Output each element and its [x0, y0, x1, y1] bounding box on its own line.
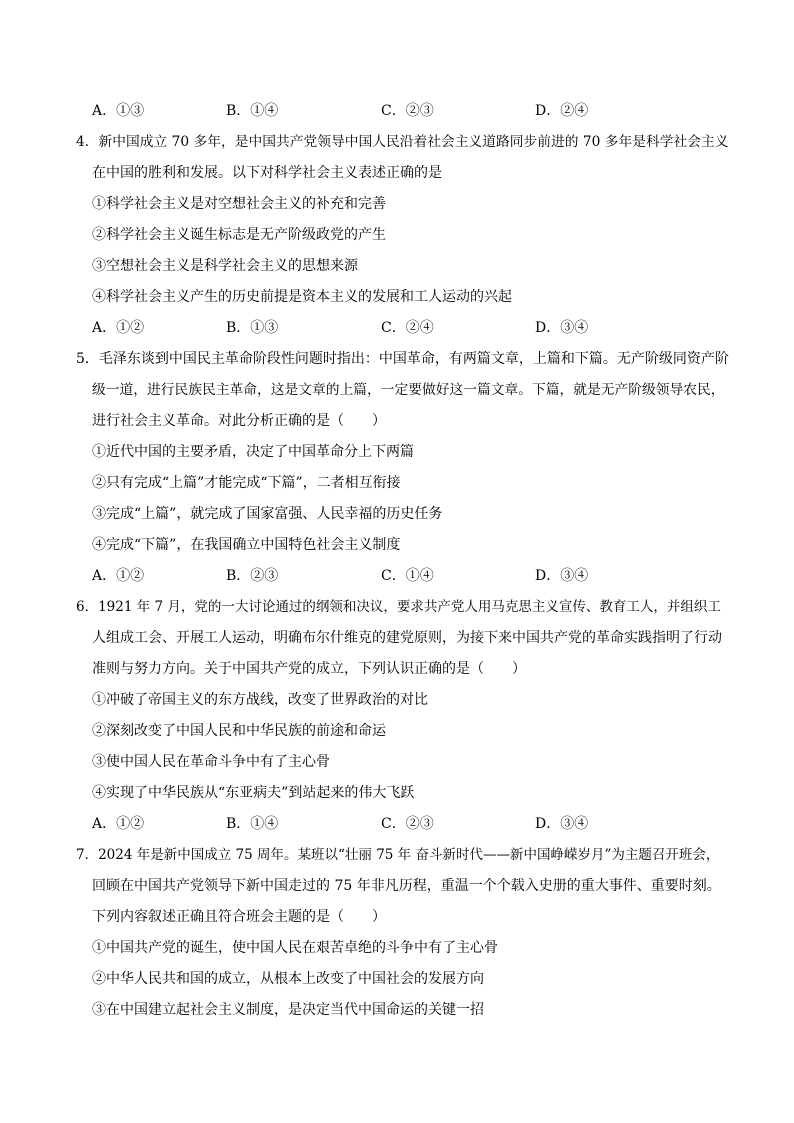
question-stem-line: 4．新中国成立 70 多年，是中国共产党领导中国人民沿着社会主义道路同步前进的 70 多年是科学社会主义 — [76, 134, 729, 150]
question-stem-line: 在中国的胜利和发展。以下对科学社会主义表述正确的是 — [92, 165, 442, 181]
statement-item: ②只有完成“上篇”才能完成“下篇”，二者相互衔接 — [92, 475, 401, 491]
question-stem-line: 下列内容叙述正确且符合班会主题的是（ ） — [92, 909, 386, 925]
question-stem-line: 进行社会主义革命。对此分析正确的是（ ） — [92, 413, 386, 429]
statement-item: ①中国共产党的诞生，使中国人民在艰苦卓绝的斗争中有了主心骨 — [92, 940, 498, 956]
option-d: D．③④ — [535, 568, 589, 584]
statement-item: ④科学社会主义产生的历史前提是资本主义的发展和工人运动的兴起 — [92, 289, 512, 305]
statement-item: ②科学社会主义诞生标志是无产阶级政党的产生 — [92, 227, 386, 243]
question-stem-line: 级一道，进行民族民主革命，这是文章的上篇，一定要做好这一篇文章。下篇，就是无产阶级领导农民， — [92, 382, 725, 398]
option-b: B．①④ — [226, 103, 279, 119]
statement-item: ③空想社会主义是科学社会主义的思想来源 — [92, 258, 358, 274]
question-stem-line: 回顾在中国共产党领导下新中国走过的 75 年非凡历程，重温一个个载入史册的重大事件、重要时刻。 — [92, 878, 721, 894]
statement-item: ①近代中国的主要矛盾，决定了中国革命分上下两篇 — [92, 444, 414, 460]
statement-item: ③在中国建立起社会主义制度，是决定当代中国命运的关键一招 — [92, 1002, 484, 1018]
statement-item: ④实现了中华民族从“东亚病夫”到站起来的伟大飞跃 — [92, 785, 415, 801]
option-c: C．②④ — [381, 320, 434, 336]
statement-item: ①科学社会主义是对空想社会主义的补充和完善 — [92, 196, 386, 212]
option-c: C．②③ — [381, 103, 434, 119]
option-b: B．①④ — [226, 816, 279, 832]
option-a: A．①② — [92, 816, 145, 832]
question-stem-line: 7．2024 年是新中国成立 75 周年。某班以“壮丽 75 年 奋斗新时代——新中国峥嵘岁月”为主题召开班会， — [76, 847, 720, 863]
option-d: D．③④ — [535, 816, 589, 832]
option-d: D．②④ — [535, 103, 589, 119]
question-stem-line: 6．1921 年 7 月，党的一大讨论通过的纲领和决议，要求共产党人用马克思主义宣传、教育工人，并组织工 — [76, 599, 721, 615]
option-c: C．②③ — [381, 816, 434, 832]
option-a: A．①② — [92, 568, 145, 584]
option-b: B．②③ — [226, 568, 279, 584]
question-stem-line: 人组成工会、开展工人运动，明确布尔什维克的建党原则，为接下来中国共产党的革命实践指明了行动 — [92, 630, 722, 646]
option-d: D．③④ — [535, 320, 589, 336]
statement-item: ③完成“上篇”，就完成了国家富强、人民幸福的历史任务 — [92, 506, 443, 522]
option-c: C．①④ — [381, 568, 434, 584]
statement-item: ③使中国人民在革命斗争中有了主心骨 — [92, 754, 330, 770]
question-stem-line: 准则与努力方向。关于中国共产党的成立，下列认识正确的是（ ） — [92, 661, 526, 677]
statement-item: ①冲破了帝国主义的东方战线，改变了世界政治的对比 — [92, 692, 428, 708]
statement-item: ②深刻改变了中国人民和中华民族的前途和命运 — [92, 723, 386, 739]
statement-item: ④完成“下篇”，在我国确立中国特色社会主义制度 — [92, 537, 401, 553]
option-a: A．①③ — [92, 103, 145, 119]
statement-item: ②中华人民共和国的成立，从根本上改变了中国社会的发展方向 — [92, 971, 484, 987]
option-a: A．①② — [92, 320, 145, 336]
question-stem-line: 5．毛泽东谈到中国民主革命阶段性问题时指出：中国革命，有两篇文章，上篇和下篇。无产阶级同资产阶 — [76, 351, 729, 367]
option-b: B．①③ — [226, 320, 279, 336]
